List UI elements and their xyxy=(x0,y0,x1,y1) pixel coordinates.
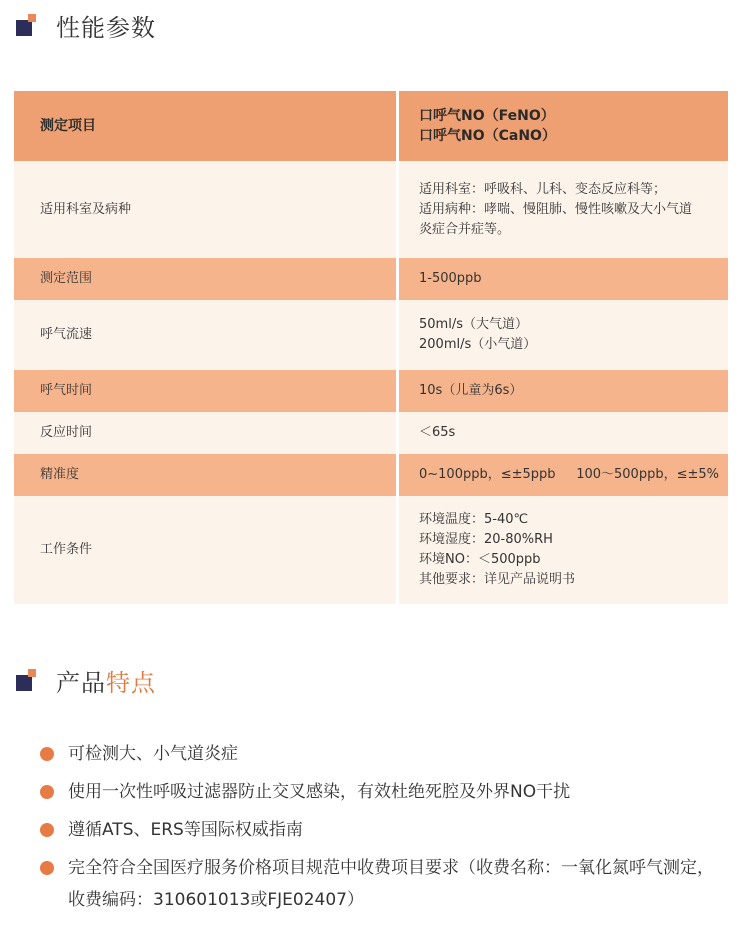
list-item: 可检测大、小气道炎症 xyxy=(40,738,720,770)
table-row xyxy=(14,412,728,454)
row-label: 测定范围 xyxy=(14,258,399,300)
row-label: 精准度 xyxy=(14,454,399,496)
row-value: ＜65s xyxy=(399,412,728,454)
row-value: 1-500ppb xyxy=(399,258,728,300)
square-bullet-icon xyxy=(14,669,38,693)
row-value: 环境温度：5-40℃ 环境湿度：20-80%RH 环境NO：＜500ppb 其他要求：详见产品说明书 xyxy=(399,496,728,604)
table-row xyxy=(14,161,728,258)
bullet-dot-icon xyxy=(40,861,54,875)
list-item: 完全符合全国医疗服务价格项目规范中收费项目要求（收费名称：一氧化氮呼气测定，收费编码：310601013或FJE02407） xyxy=(40,852,720,916)
row-label: 呼气时间 xyxy=(14,370,399,412)
section-title-text: 产品特点 xyxy=(56,669,156,697)
spec-table xyxy=(14,91,728,604)
row-value: 0~100ppb，≤±5ppb 100～500ppb，≤±5% xyxy=(399,454,728,496)
row-value: 50ml/s（大气道） 200ml/s（小气道） xyxy=(399,300,728,370)
bullet-dot-icon xyxy=(40,785,54,799)
list-item: 使用一次性呼吸过滤器防止交叉感染，有效杜绝死腔及外界NO干扰 xyxy=(40,776,720,808)
row-label: 工作条件 xyxy=(14,496,399,604)
list-item: 遵循ATS、ERS等国际权威指南 xyxy=(40,814,720,846)
row-value: 适用科室：呼吸科、儿科、变态反应科等； 适用病种：哮喘、慢阻肺、慢性咳嗽及大小气道 炎症合并症等。 xyxy=(399,161,728,258)
row-label: 反应时间 xyxy=(14,412,399,454)
table-row xyxy=(14,496,728,604)
header-label: 测定项目 xyxy=(14,91,399,161)
section-title-features xyxy=(14,663,156,698)
feature-list xyxy=(40,738,720,922)
table-row xyxy=(14,258,728,300)
bullet-dot-icon xyxy=(40,747,54,761)
square-bullet-icon xyxy=(14,14,38,38)
table-row xyxy=(14,370,728,412)
row-value: 10s（儿童为6s） xyxy=(399,370,728,412)
table-row xyxy=(14,454,728,496)
table-row xyxy=(14,300,728,370)
section-title-performance xyxy=(14,8,156,43)
header-value: 口呼气NO（FeNO） 口呼气NO（CaNO） xyxy=(399,91,728,161)
row-label: 呼气流速 xyxy=(14,300,399,370)
table-header-row xyxy=(14,91,728,161)
row-label: 适用科室及病种 xyxy=(14,161,399,258)
section-title-text: 性能参数 xyxy=(56,14,156,42)
bullet-dot-icon xyxy=(40,823,54,837)
